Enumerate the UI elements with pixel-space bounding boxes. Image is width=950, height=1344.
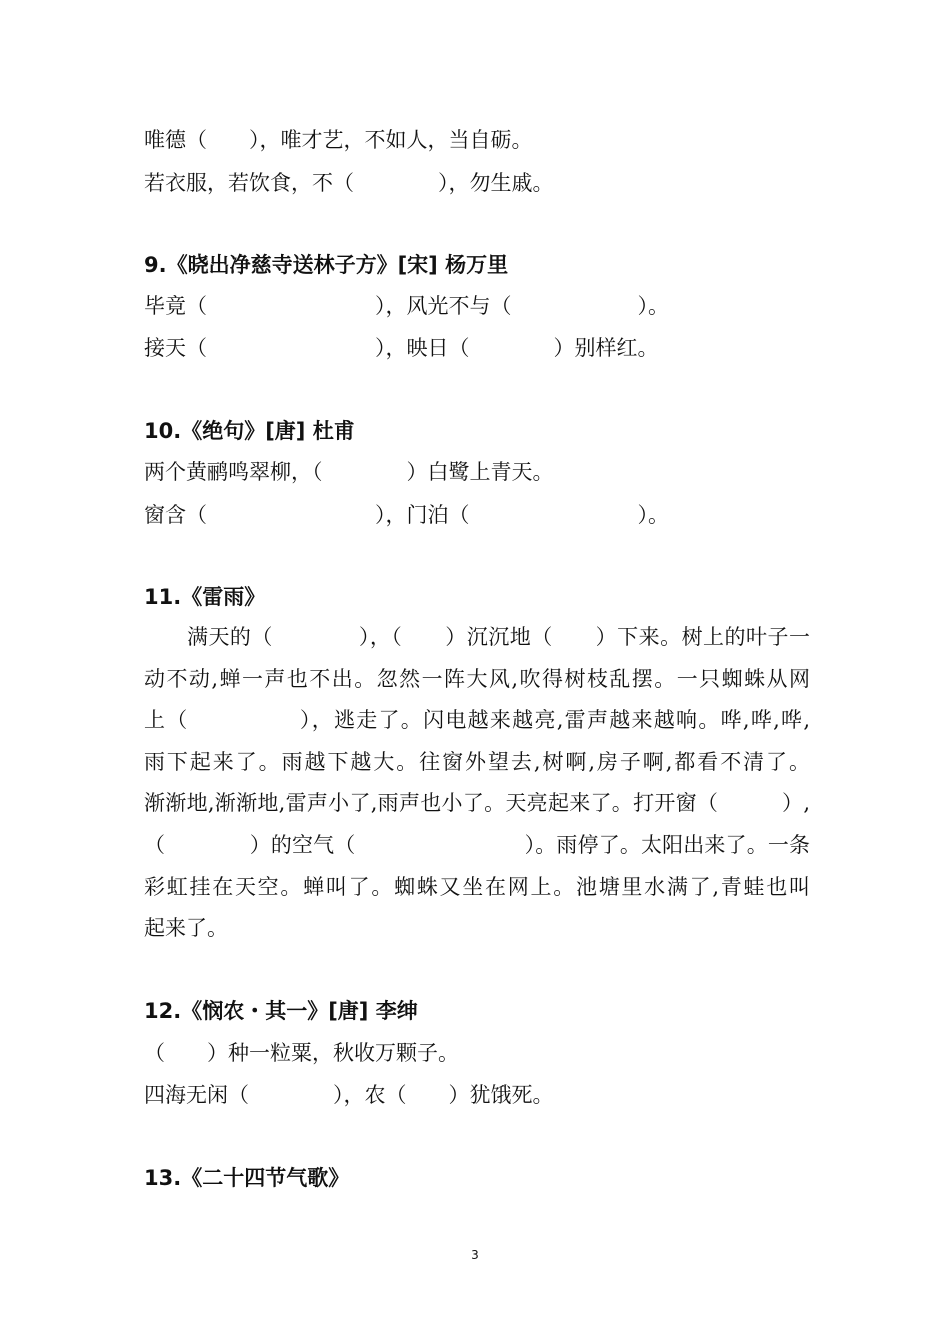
verse-line: 若衣服，若饮食，不（ ），勿生戚。 — [144, 171, 554, 195]
passage-line: 彩虹挂在天空。蝉叫了。蜘蛛又坐在网上。池塘里水满了,青蛙也叫 — [144, 874, 810, 899]
page-number: 3 — [471, 1248, 479, 1262]
passage-line: 渐渐地,渐渐地,雷声小了,雨声也小了。天亮起来了。打开窗（ ）, — [144, 791, 810, 816]
verse-line: 接天（ ），映日（ ）别样红。 — [144, 336, 659, 360]
passage-line: 上（ ），逃走了。闪电越来越亮,雷声越来越响。哗,哗,哗, — [144, 708, 810, 733]
verse-line: 两个黄鹂鸣翠柳，（ ）白鹭上青天。 — [144, 460, 554, 484]
passage-paragraph — [144, 617, 810, 950]
passage-line: 起来了。 — [144, 916, 228, 941]
verse-line: 唯德（ ），唯才艺，不如人，当自砺。 — [144, 128, 533, 152]
verse-line: 窗含（ ），门泊（ ）。 — [144, 503, 669, 527]
verse-line: 毕竟（ ），风光不与（ ）。 — [144, 294, 669, 318]
section-title: 10.《绝句》[唐] 杜甫 — [144, 419, 355, 443]
verse-line: 四海无闲（ ），农（ ）犹饿死。 — [144, 1083, 554, 1107]
section-title: 11.《雷雨》 — [144, 585, 266, 609]
section-title: 9.《晓出净慈寺送林子方》[宋] 杨万里 — [144, 253, 509, 277]
passage-line: （ ）的空气（ ）。雨停了。太阳出来了。一条 — [144, 832, 810, 857]
passage-line: 动不动,蝉一声也不出。忽然一阵大风,吹得树枝乱摆。一只蜘蛛从网 — [144, 666, 810, 691]
verse-line: （ ）种一粒粟，秋收万颗子。 — [144, 1041, 459, 1065]
passage-line: 满天的（ ），（ ）沉沉地（ ）下来。树上的叶子一 — [144, 625, 810, 649]
passage-line: 雨下起来了。雨越下越大。往窗外望去,树啊,房子啊,都看不清了。 — [144, 749, 810, 774]
section-title: 13.《二十四节气歌》 — [144, 1166, 350, 1190]
section-title: 12.《悯农・其一》[唐] 李绅 — [144, 999, 418, 1023]
